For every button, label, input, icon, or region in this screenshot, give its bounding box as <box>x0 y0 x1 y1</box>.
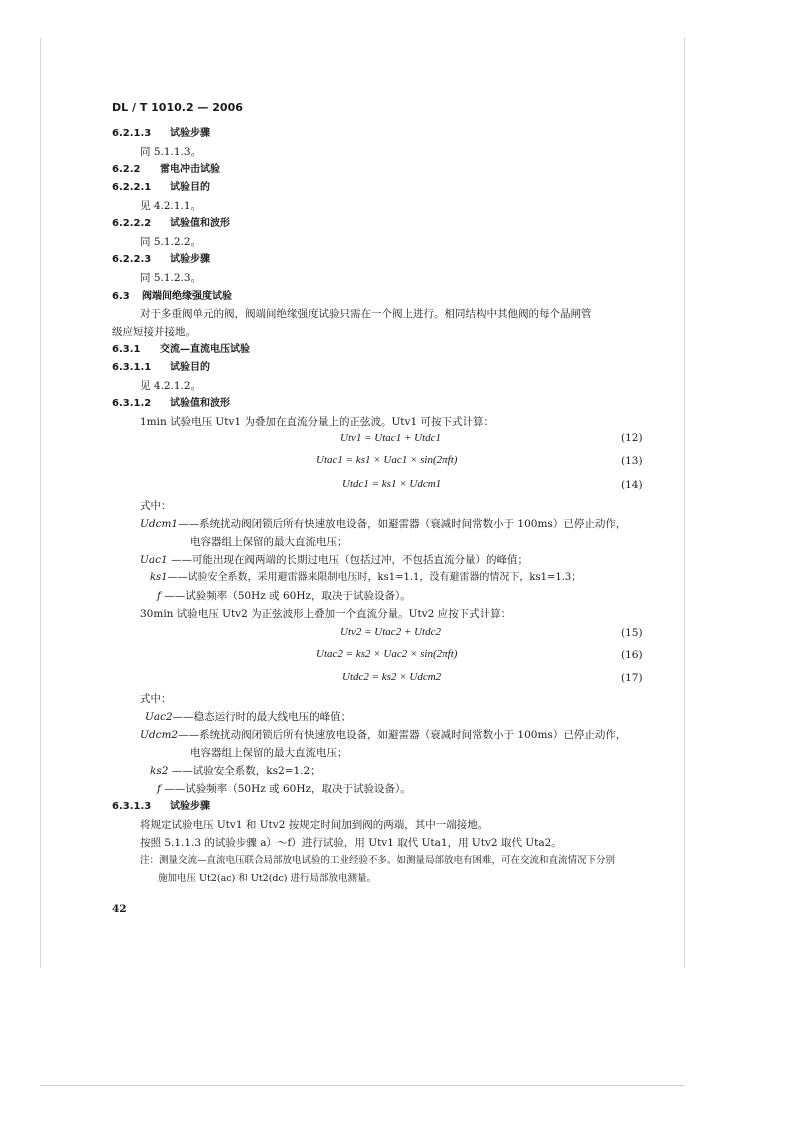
equation-number-14: (14) <box>621 479 643 491</box>
step-line: 将规定试验电压 Utv1 和 Utv2 按规定时间加到阀的两端，其中一端接地。 <box>140 819 489 831</box>
heading-6-2-2-2: 6.2.2.2 试验值和波形 <box>112 218 230 229</box>
equation-number-16: (16) <box>621 649 643 661</box>
body-line: 同 5.1.2.3。 <box>140 272 202 284</box>
definition-uac1: Uac1 ——可能出现在阀两端的长期过电压（包括过冲，不包括直流分量）的峰值； <box>140 554 529 566</box>
note-line: 施加电压 Ut2(ac) 和 Ut2(dc) 进行局部放电测量。 <box>158 873 377 884</box>
page-number: 42 <box>112 903 127 915</box>
equation-17: Utdc2 = ks2 × Udcm2 <box>342 671 442 683</box>
right-margin-line <box>684 38 685 968</box>
equation-number-12: (12) <box>621 432 643 444</box>
heading-6-2-2-1: 6.2.2.1 试验目的 <box>112 182 210 193</box>
step-line: 按照 5.1.1.3 的试验步骤 a）～f）进行试验，用 Utv1 取代 Uta1，用 Utv2 取代 Uta2。 <box>140 837 562 849</box>
body-line: 见 4.2.1.2。 <box>140 380 202 392</box>
equation-16: Utac2 = ks2 × Uac2 × sin(2πft) <box>316 648 458 660</box>
body-line: 对于多重阀单元的阀，阀端间绝缘强度试验只需在一个阀上进行。相同结构中其他阀的每个晶闸管 <box>140 308 592 320</box>
heading-6-2-2: 6.2.2 雷电冲击试验 <box>112 164 220 175</box>
definition-ks1: ks1——试验安全系数，采用避雷器来限制电压时，ks1=1.1，没有避雷器的情况下，ks1=1.3； <box>150 572 582 583</box>
definition-ks2: ks2 ——试验安全系数，ks2=1.2； <box>150 765 321 777</box>
equation-14: Utdc1 = ks1 × Udcm1 <box>342 478 442 490</box>
body-line: 见 4.2.1.1。 <box>140 200 202 212</box>
heading-6-3-1-2: 6.3.1.2 试验值和波形 <box>112 398 230 409</box>
equation-number-17: (17) <box>621 672 643 684</box>
equation-13: Utac1 = ks1 × Uac1 × sin(2πft) <box>316 454 458 466</box>
heading-6-3-1-1: 6.3.1.1 试验目的 <box>112 362 210 373</box>
heading-6-3-1: 6.3.1 交流—直流电压试验 <box>112 344 250 355</box>
definition-udcm2: Udcm2——系统扰动阀闭锁后所有快速放电设备，如避雷器（衰减时间常数小于 100ms）已停止动作， <box>140 729 627 741</box>
equation-number-15: (15) <box>621 627 643 639</box>
definition-uac2: Uac2——稳态运行时的最大线电压的峰值； <box>145 711 352 723</box>
body-line: 同 5.1.2.2。 <box>140 236 202 248</box>
definition-continuation: 电容器组上保留的最大直流电压； <box>190 747 348 759</box>
definition-f: f ——试验频率（50Hz 或 60Hz，取决于试验设备）。 <box>157 783 411 795</box>
equation-12: Utv1 = Utac1 + Utdc1 <box>340 432 441 444</box>
heading-6-3-1-3: 6.3.1.3 试验步骤 <box>112 801 210 812</box>
definition-udcm1: Udcm1——系统扰动阀闭锁后所有快速放电设备，如避雷器（衰减时间常数小于 100ms）已停止动作， <box>140 518 627 530</box>
heading-6-2-1-3: 6.2.1.3 试验步骤 <box>112 128 210 139</box>
where-label: 式中： <box>140 500 172 512</box>
body-line: 同 5.1.1.3。 <box>140 146 202 158</box>
note-line: 注：测量交流—直流电压联合局部放电试验的工业经验不多。如测量局部放电有困难，可在交流和直流情况下分别 <box>140 855 616 866</box>
standard-header: DL / T 1010.2 — 2006 <box>112 101 243 114</box>
heading-6-3: 6.3 阀端间绝缘强度试验 <box>112 291 232 302</box>
definition-continuation: 电容器组上保留的最大直流电压； <box>190 536 348 548</box>
left-margin-line <box>40 38 41 968</box>
bottom-rule <box>40 1085 684 1086</box>
where-label: 式中： <box>140 693 172 705</box>
equation-number-13: (13) <box>621 455 643 467</box>
heading-6-2-2-3: 6.2.2.3 试验步骤 <box>112 254 210 265</box>
body-line-30min: 30min 试验电压 Utv2 为正弦波形上叠加一个直流分量。Utv2 应按下式计算： <box>140 608 512 620</box>
body-line: 1min 试验电压 Utv1 为叠加在直流分量上的正弦波。Utv1 可按下式计算： <box>140 416 494 428</box>
body-line: 级应短接并接地。 <box>112 326 196 338</box>
equation-15: Utv2 = Utac2 + Utdc2 <box>340 626 441 638</box>
definition-f: f ——试验频率（50Hz 或 60Hz，取决于试验设备）。 <box>157 590 411 602</box>
